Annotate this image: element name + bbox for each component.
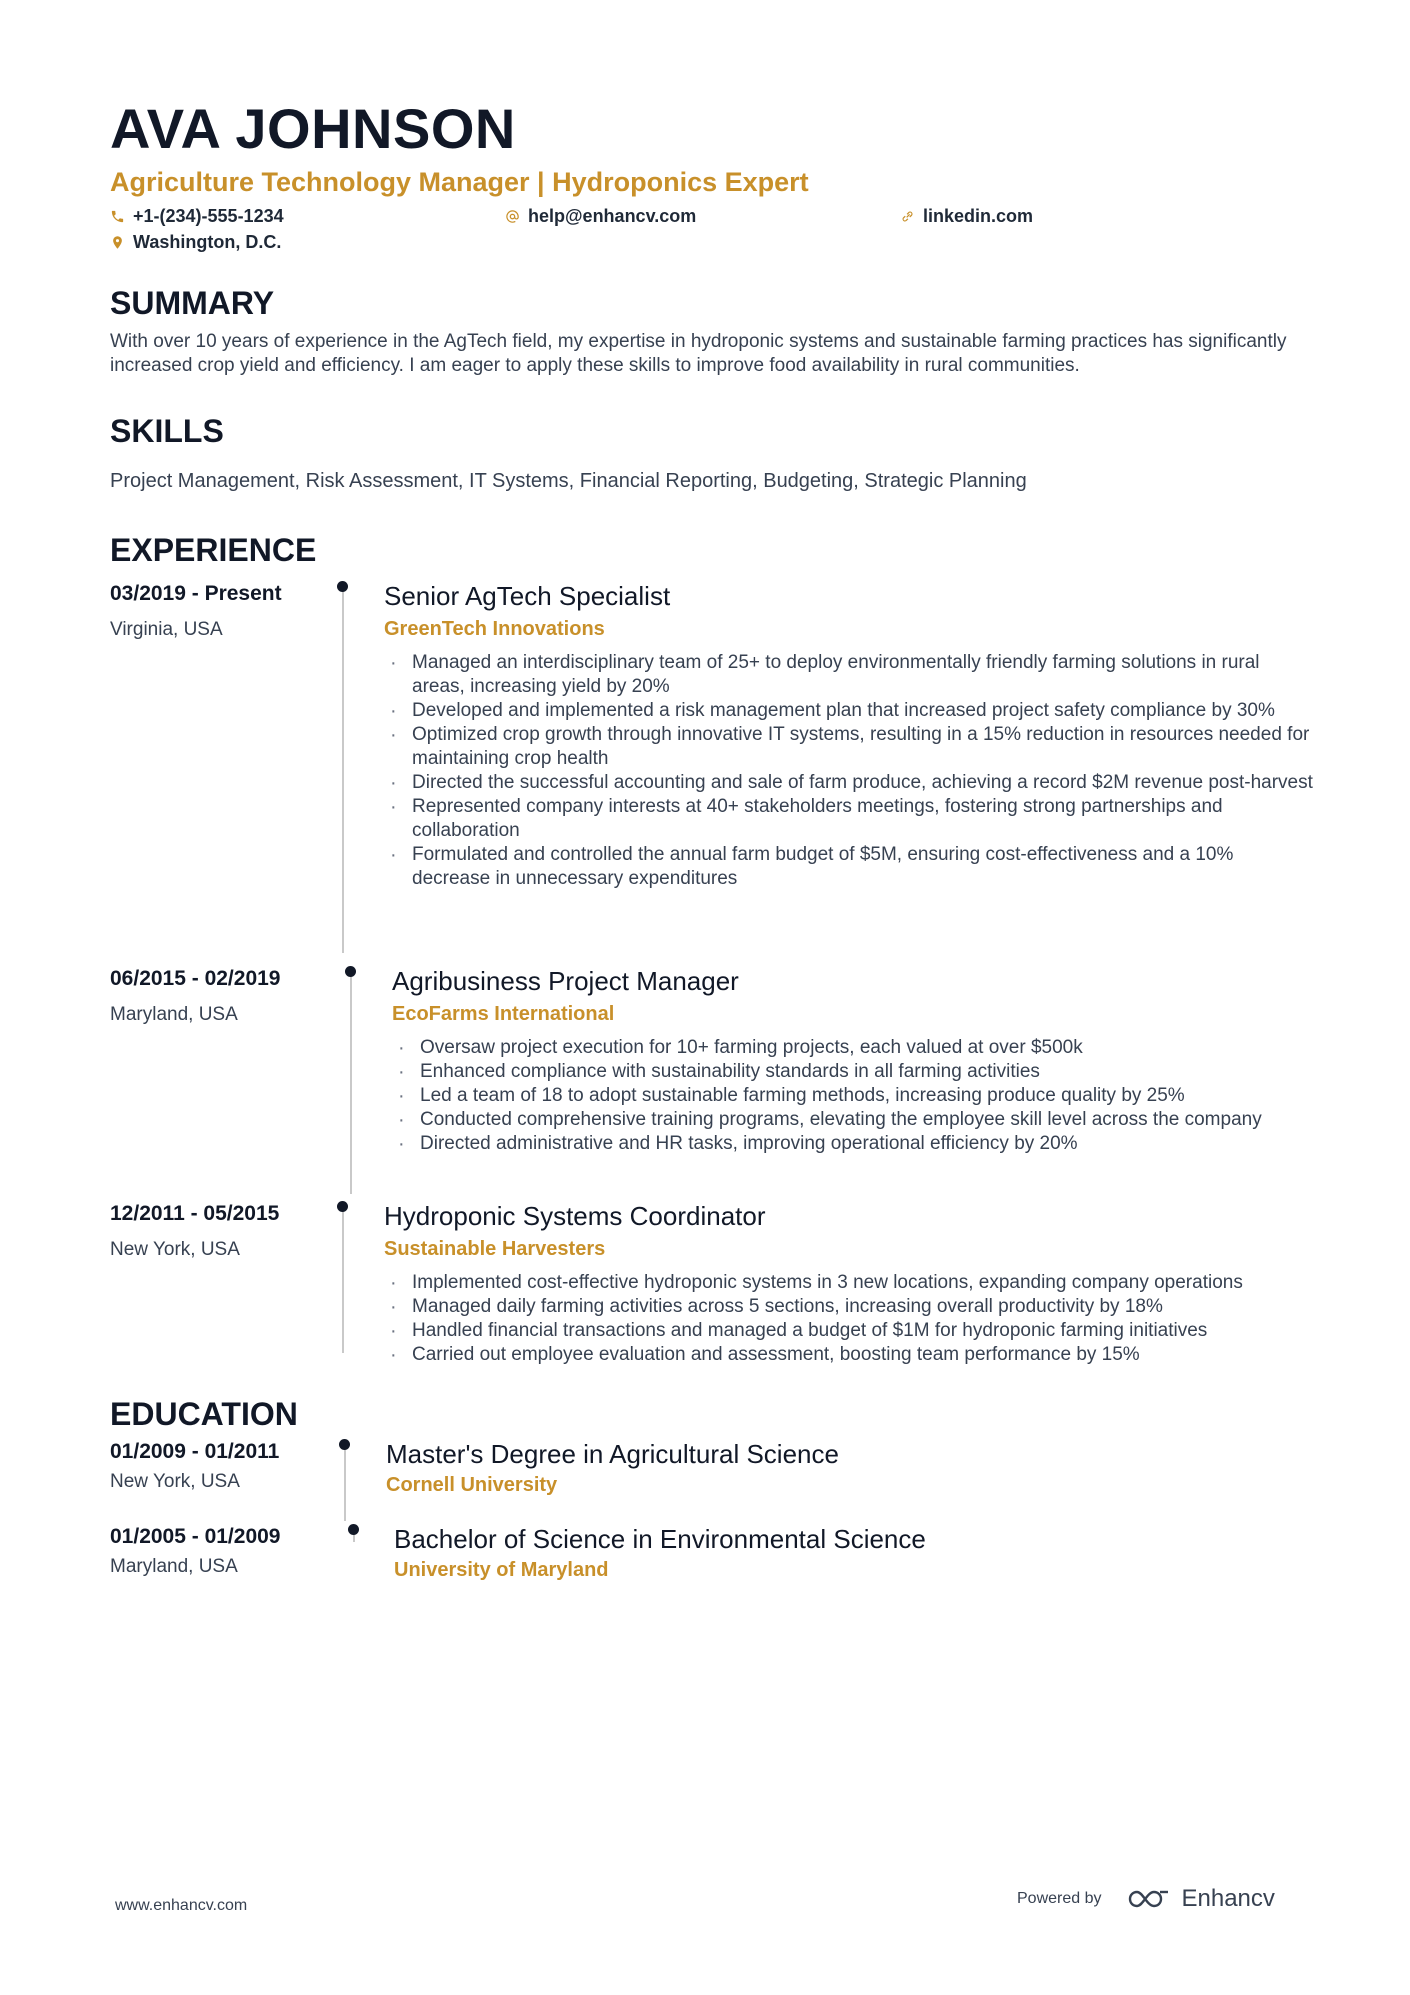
education-degree: Master's Degree in Agricultural Science (386, 1439, 839, 1469)
experience-dates: 03/2019 - Present (110, 582, 282, 605)
phone-icon (110, 209, 125, 224)
education-location: New York, USA (110, 1471, 240, 1492)
education-details (386, 1439, 1286, 1497)
contact-info (110, 206, 1310, 260)
experience-meta (110, 581, 340, 641)
phone-text: +1-(234)-555-1234 (133, 206, 284, 226)
bullet-item: · Managed daily farming activities across 5 sections, increasing overall productivity by 18% (384, 1295, 1314, 1319)
experience-bullets (392, 1036, 1312, 1156)
link-icon (900, 209, 915, 224)
education-meta (110, 1439, 340, 1493)
education-dates: 01/2009 - 01/2011 (110, 1440, 280, 1463)
linkedin-text: linkedin.com (923, 206, 1034, 226)
timeline-line (342, 587, 344, 953)
experience-dates: 06/2015 - 02/2019 (110, 967, 281, 990)
location-text: Washington, D.C. (133, 232, 282, 252)
contact-email[interactable] (505, 206, 696, 227)
skills-section (110, 412, 1310, 493)
bullet-item: · Led a team of 18 to adopt sustainable farming methods, increasing produce quality by 25% (392, 1084, 1312, 1108)
candidate-title: Agriculture Technology Manager | Hydroponics Expert (110, 167, 809, 197)
brand-logo[interactable] (1126, 1885, 1275, 1913)
timeline-line (350, 972, 352, 1194)
footer-branding (1017, 1885, 1275, 1913)
timeline-dot (337, 1201, 348, 1212)
timeline-line (342, 1207, 344, 1353)
experience-meta (110, 966, 340, 1026)
bullet-item: · Implemented cost-effective hydroponic systems in 3 new locations, expanding company operations (384, 1271, 1314, 1295)
experience-bullets (384, 651, 1314, 891)
email-text: help@enhancv.com (528, 206, 697, 226)
bullet-item: · Oversaw project execution for 10+ farming projects, each valued at over $500k (392, 1036, 1312, 1060)
footer-website[interactable]: www.enhancv.com (115, 1897, 248, 1914)
timeline-dot (348, 1524, 359, 1535)
timeline-dot (345, 966, 356, 977)
brand-name: Enhancv (1181, 1885, 1275, 1912)
bullet-item: · Managed an interdisciplinary team of 25+ to deploy environmentally friendly farming solutions in rural areas, increasing yield by 20% (384, 651, 1314, 699)
experience-details (384, 1201, 1314, 1367)
experience-meta (110, 1201, 340, 1261)
experience-item (110, 966, 1310, 1201)
education-dates: 01/2005 - 01/2009 (110, 1525, 281, 1548)
bullet-item: · Directed administrative and HR tasks, improving operational efficiency by 20% (392, 1132, 1312, 1156)
timeline-dot (337, 581, 348, 592)
experience-location: Maryland, USA (110, 1004, 238, 1025)
experience-section (110, 531, 1313, 1365)
education-location: Maryland, USA (110, 1556, 238, 1577)
experience-bullets (384, 1271, 1314, 1367)
education-heading: EDUCATION (110, 1396, 298, 1432)
education-meta (110, 1524, 340, 1578)
experience-company: Sustainable Harvesters (384, 1238, 606, 1260)
summary-text: With over 10 years of experience in the AgTech field, my expertise in hydroponic systems and sustainable farming practices has significantly increased crop yield and efficiency. I am eager to apply these skills to improve food availability in rural communities. (110, 331, 1287, 376)
summary-heading: SUMMARY (110, 285, 275, 321)
powered-by-text: Powered by (1017, 1890, 1102, 1907)
contact-phone[interactable] (110, 206, 284, 227)
bullet-item: · Carried out employee evaluation and assessment, boosting team performance by 15% (384, 1343, 1314, 1367)
resume-page (110, 97, 1313, 1594)
experience-role: Agribusiness Project Manager (392, 966, 739, 996)
education-section (110, 1395, 1310, 1594)
skills-text: Project Management, Risk Assessment, IT Systems, Financial Reporting, Budgeting, Strategic Planning (110, 470, 1027, 492)
summary-section (110, 284, 1310, 378)
experience-item (110, 581, 1313, 966)
bullet-item: · Formulated and controlled the annual farm budget of $5M, ensuring cost-effectiveness and a 10% decrease in unnecessary expenditures (384, 843, 1314, 891)
timeline-line (344, 1445, 346, 1521)
bullet-item: · Directed the successful accounting and sale of farm produce, achieving a record $2M revenue post-harvest (384, 771, 1314, 795)
education-degree: Bachelor of Science in Environmental Science (394, 1524, 926, 1554)
bullet-item: · Handled financial transactions and managed a budget of $1M for hydroponic farming initiatives (384, 1319, 1314, 1343)
bullet-item: · Developed and implemented a risk management plan that increased project safety compliance by 30% (384, 699, 1314, 723)
experience-location: Virginia, USA (110, 619, 223, 640)
bullet-item: · Optimized crop growth through innovative IT systems, resulting in a 15% reduction in resources needed for maintaining crop health (384, 723, 1314, 771)
experience-details (392, 966, 1312, 1156)
experience-details (384, 581, 1314, 891)
education-details (394, 1524, 1294, 1582)
experience-company: GreenTech Innovations (384, 618, 605, 640)
education-school: University of Maryland (394, 1559, 609, 1581)
experience-role: Hydroponic Systems Coordinator (384, 1201, 766, 1231)
education-school: Cornell University (386, 1474, 558, 1496)
education-item (110, 1524, 1310, 1594)
timeline-dot (339, 1439, 350, 1450)
experience-location: New York, USA (110, 1239, 240, 1260)
experience-dates: 12/2011 - 05/2015 (110, 1202, 280, 1225)
bullet-item: · Enhanced compliance with sustainability standards in all farming activities (392, 1060, 1312, 1084)
experience-role: Senior AgTech Specialist (384, 581, 671, 611)
experience-item (110, 1201, 1310, 1365)
contact-linkedin[interactable] (900, 206, 1033, 227)
skills-heading: SKILLS (110, 413, 224, 449)
candidate-name: AVA JOHNSON (110, 97, 516, 160)
at-icon (505, 209, 520, 224)
contact-location (110, 232, 281, 253)
experience-company: EcoFarms International (392, 1003, 615, 1025)
bullet-item: · Conducted comprehensive training programs, elevating the employee skill level across the company (392, 1108, 1312, 1132)
bullet-item: · Represented company interests at 40+ stakeholders meetings, fostering strong partnerships and collaboration (384, 795, 1314, 843)
experience-heading: EXPERIENCE (110, 532, 317, 568)
education-item (110, 1439, 1310, 1524)
location-pin-icon (110, 235, 125, 250)
enhancv-logo-icon (1126, 1887, 1172, 1911)
